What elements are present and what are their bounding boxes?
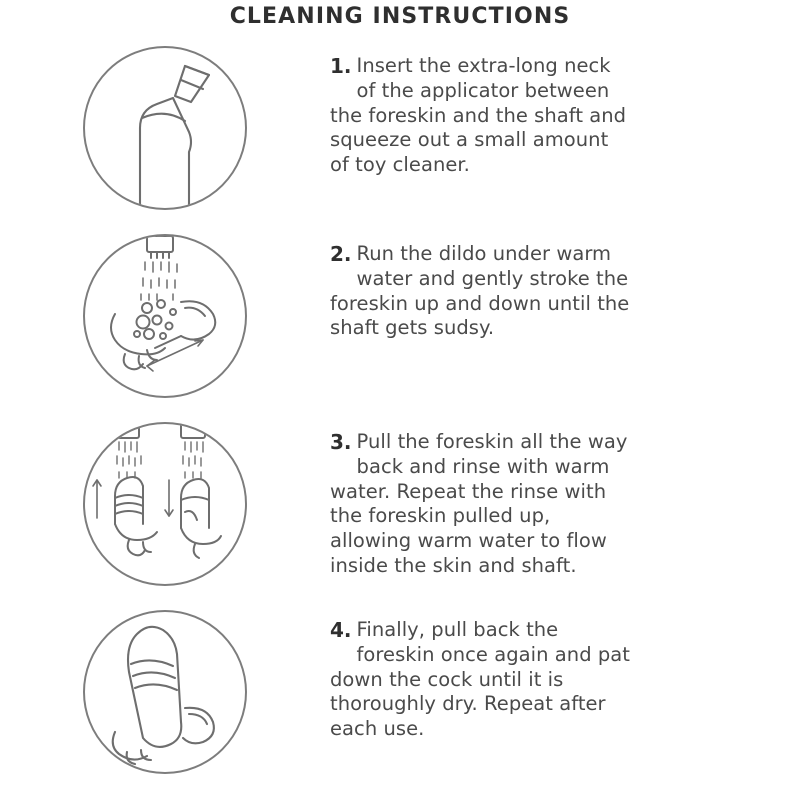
step-4 [0, 610, 800, 798]
step-4-number: 4. [330, 618, 352, 642]
step-3 [0, 422, 800, 610]
step-1 [0, 46, 800, 234]
step-4-illustration-wrap [0, 610, 330, 774]
step-2-text: Run the dildo under warm water and gently stroke the foreskin up and down until the shaft gets sudsy. [330, 242, 630, 340]
step-1-number: 1. [330, 54, 352, 78]
applicator-inserted-under-foreskin-illustration [83, 46, 247, 210]
step-4-text: Finally, pull back the foreskin once again and pat down the cock until it is thoroughly dry. Repeat after each use. [330, 618, 630, 741]
step-3-illustration-wrap [0, 422, 330, 586]
step-2-illustration-wrap [0, 234, 330, 398]
step-2-number: 2. [330, 242, 352, 266]
step-4-text-column [330, 610, 630, 742]
hand-washing-shaft-with-suds-illustration [83, 234, 247, 398]
step-3-text-column [330, 422, 630, 579]
steps-list [0, 46, 800, 798]
step-1-text-column [330, 46, 630, 178]
step-2-text-column [330, 234, 630, 341]
two-rinse-positions-under-water-illustration [83, 422, 247, 586]
page-title: CLEANING INSTRUCTIONS [229, 4, 571, 29]
step-1-illustration-wrap [0, 46, 330, 210]
step-1-text: Insert the extra-long neck of the applicator between the foreskin and the shaft and squeeze out a small amount of toy cleaner. [330, 54, 627, 177]
step-2 [0, 234, 800, 422]
step-3-number: 3. [330, 430, 352, 454]
step-3-text: Pull the foreskin all the way back and rinse with warm water. Repeat the rinse with the foreskin pulled up, allowing warm water to flow inside the skin and shaft. [330, 430, 628, 577]
patting-dry-with-cloth-illustration [83, 610, 247, 774]
